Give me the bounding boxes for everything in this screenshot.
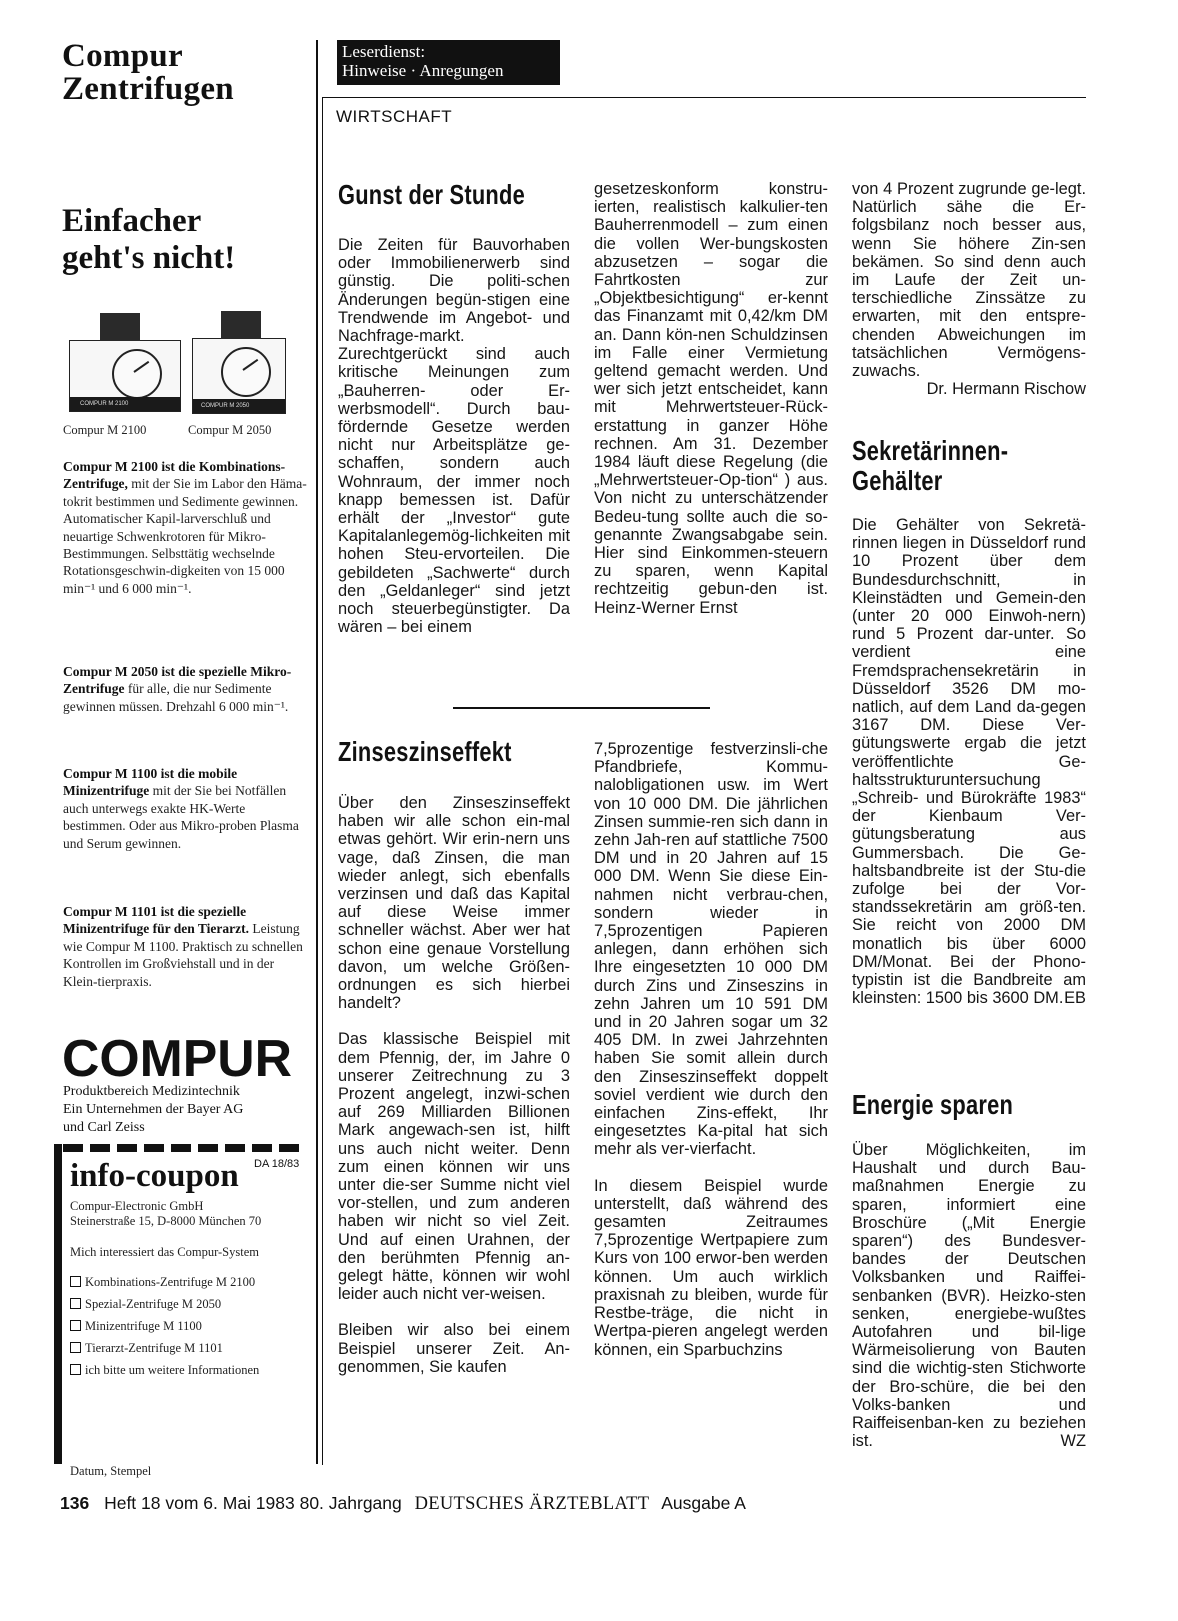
article-separator — [453, 707, 710, 709]
coupon-signature-label: Datum, Stempel — [70, 1464, 152, 1478]
ad-block-heading: Compur M 1100 ist die mobile Minizentrifuge — [63, 766, 238, 799]
ad-block-text: mit der Sie bei Notfällen auch unterwegs exakte HK-Werte bestimmen. Oder aus Mikro-proben Plasma und Serum gewinnen. — [63, 783, 299, 851]
ad-block-text: für alle, die nur Sedimente gewinnen müssen. Drehzahl 6 000 min⁻¹. — [63, 681, 289, 714]
article-title-zinseszins: Zinseszinseffekt — [338, 736, 512, 767]
page-footer — [60, 1493, 746, 1515]
ad-brand-title: Compur Zentrifugen — [62, 38, 234, 107]
coupon-left-border — [54, 1144, 62, 1464]
author-signature: Dr. Hermann Rischow — [926, 380, 1086, 399]
ad-headline: Einfacher geht's nicht! — [62, 203, 236, 276]
coupon-option-m1101[interactable]: Tierarzt-Zentrifuge M 1101 — [70, 1341, 223, 1356]
article-title-sekretaerin: Sekretärinnen- Gehälter — [852, 435, 1009, 496]
coupon-address: Compur-Electronic GmbH Steinerstraße 15, D-8000 München 70 — [70, 1199, 262, 1228]
product-image-m2050 — [192, 338, 286, 414]
header-rule — [322, 97, 1086, 98]
article-gunst-col2: gesetzeskonform konstru-ierten, realistisch kalkulier-ten Bauherrenmodell – zum einen die vollen Wer-bungskosten abzusetzen – sogar die Fahrtkosten zur „Objektbesichtigung“ er-kennt das Finanzamt mit 0,42/km DM an. Dann kön-nen Schuldzinsen im Falle einer Vermietung geltend gemacht werden. Und wer sich jetzt entscheidet, kann mit Mehrwertsteuer-Rück-erstattung in ganzer Höhe rechnen. Am 31. Dezember 1984 läuft diese Regelung (die „Mehrwertsteuer-Op-tion“ ) aus. Von nicht zu unterschätzender Bedeu-tung sollte auch die so-genannte Zwangsabgabe sein. Hier sind Einkommen-steuern zu sparen, wenn Kapital rechtzeitig gebun-den ist. Heinz-Werner Ernst — [594, 180, 828, 617]
article-zinseszins-col2: 7,5prozentige festverzinsli-che Pfandbriefe, Kommu-nalobligationen usw. im Wert von 10 000 DM. Die jährlichen Zinsen summie-ren sich dann in zehn Jah-ren auf stattliche 7500 DM und in 20 Jahren auf 15 000 DM. Wenn Sie diese Ein-nahmen nicht verbrau-chen, sondern wieder in 7,5prozentigen Papieren anlegen, dann erhöhen sich Ihre eingesetzten 10 000 DM durch Zins und Zinseszins in zehn Jahren um 10 591 DM und in 20 Jahren sogar um 32 405 DM. In zwei Jahrzehnten haben Sie somit allein durch den Zinseszinseffekt doppelt soviel verdient wie durch den einfachen Zins-effekt, Ihr eingesetztes Ka-pital hat sich mehr als ver-vierfacht. In diesem Beispiel wurde unterstellt, daß während des gesamten Zeitraumes 7,5prozentige Wertpapiere zum Kurs von 100 erwor-ben werden können. Um auch wirklich praxisnah zu bleiben, wurde für Restbe-träge, die nicht in Wertpa-pieren angelegt werden können, ein Sparbuchzins — [594, 740, 828, 1359]
coupon-option-m1100[interactable]: Minizentrifuge M 1100 — [70, 1319, 202, 1334]
checkbox[interactable] — [70, 1342, 81, 1353]
article-sekretaerin-body: Die Gehälter von Sekretä-rinnen liegen in Düsseldorf rund 10 Prozent über dem Bundesdurchschnitt, in Kleinstädten und Gemein-den (unter 20 000 Einwoh-nern) rund 5 Prozent dar-unter. So verdient eine Fremdsprachensekretärin in Düsseldorf 3526 DM mo-natlich, auf dem Land da-gegen 3167 DM. Diese Ver-gütungswerte ergab die jetzt veröffentlichte Ge-haltsstrukturuntersuchung „Schreib- und Bürokräfte 1983“ der Kienbaum Ver-gütungsberatung aus Gummersbach. Die Ge-haltsbandbreite ist der Stu-die zufolge bei der Vor-standssekretärin am größ-ten. Sie reicht von 2000 DM monatlich bis über 6000 DM/Monat. Bei der Phono-typistin ist die Bandbreite am kleinsten: 1500 bis 3600 DM. EB — [852, 516, 1086, 1008]
compur-logo — [62, 1034, 294, 1080]
ad-block-text: mit der Sie im Labor den Häma-tokrit bestimmen und Sedimente gewinnen. Automatischer Kapil-larverschluß und neuartige Schwenkrotoren für Mikro-Bestimmungen. Selbsttätig wechselnde Rotationsgeschwin-digkeiten von 15 000 min⁻¹ und 6 000 min⁻¹. — [63, 476, 307, 596]
checkbox[interactable] — [70, 1276, 81, 1287]
author-signature: EB — [1064, 989, 1086, 1008]
coupon-option-m2050[interactable]: Spezial-Zentrifuge M 2050 — [70, 1297, 221, 1312]
device-label-m2100: COMPUR M 2100 — [70, 397, 180, 411]
article-energie-body: Über Möglichkeiten, im Haushalt und durch Bau-maßnahmen Energie zu sparen, informiert eine Broschüre („Mit Energie sparen“) des Bundesver-bandes der Deutschen Volksbanken und Raiffei-senbanken (BVR). Heizko-sten senken, energiebe-wußtes Autofahren und bil-lige Wärmeisolierung von Bauten sind die wichtig-sten Stichworte der Bro-schüre, die bei den Volks-banken und Raiffeisenban-ken zu beziehen ist. WZ — [852, 1141, 1086, 1451]
coupon-intro: Mich interessiert das Compur-System — [70, 1245, 259, 1259]
section-label: WIRTSCHAFT — [336, 107, 453, 126]
svg-text:COMPUR: COMPUR — [62, 1034, 292, 1080]
article-title-gunst: Gunst der Stunde — [338, 179, 525, 210]
coupon-top-border — [63, 1144, 303, 1152]
caption-m2100: Compur M 2100 — [63, 423, 147, 437]
article-gunst-col1: Die Zeiten für Bauvorhaben oder Immobilienerwerb sind günstig. Die politi-schen Änderungen begün-stigen eine Trendwende im Angebot- und Nachfrage-markt. Zurechtgerückt sind auch kritische Meinungen zum „Bauherren- oder Er-werbsmodell“. Durch bau-fördernde Gesetze werden nicht nur Arbeitsplätze ge-schaffen, sondern auch Wohnraum, der immer noch knapp bemessen ist. Dafür erhält der „Investor“ gute Kapitalanlegemög-lichkeiten mit hohen Steu-ervorteilen. Die gebildeten „Sachwerte“ durch den „Geldanleger“ sind jetzt noch steuerbegünstigter. Da wären – bei einem — [338, 236, 570, 637]
product-image-m2100 — [69, 340, 181, 412]
ad-block-heading: Compur M 2100 ist die Kombinations-Zentrifuge, — [63, 459, 286, 492]
ad-block-heading: Compur M 1101 ist die spezielle Minizentrifuge für den Tierarzt. — [63, 904, 249, 937]
article-gunst-col3: von 4 Prozent zugrunde ge-legt. Natürlich sähe die Er-folgsbilanz noch besser aus, wenn Sie höhere Zin-sen bekämen. So sind denn auch im Laufe der Zeit un-terschiedliche Zinssätze zu erwarten, mit den entspre-chenden Abweichungen im tatsächlichen Vermögens-zuwachs. Dr. Hermann Rischow — [852, 180, 1086, 399]
publication-name: DEUTSCHES ÄRZTEBLATT — [414, 1494, 650, 1514]
ad-block-text: Leistung wie Compur M 1100. Praktisch zu schnellen Kontrollen im Großviehstall und in der Klein-tierpraxis. — [63, 921, 303, 989]
checkbox[interactable] — [70, 1364, 81, 1375]
ad-block-m1101 — [63, 903, 308, 990]
coupon-option-info[interactable]: ich bitte um weitere Informationen — [70, 1363, 259, 1378]
ad-block-m1100 — [63, 765, 308, 852]
coupon-title: info-coupon — [70, 1158, 239, 1194]
checkbox[interactable] — [70, 1320, 81, 1331]
device-label-m2050: COMPUR M 2050 — [193, 399, 285, 413]
ad-border-line — [316, 40, 318, 1464]
issue-info: Heft 18 vom 6. Mai 1983 80. Jahrgang — [104, 1493, 402, 1513]
article-title-energie: Energie sparen — [852, 1089, 1014, 1120]
caption-m2050: Compur M 2050 — [188, 423, 272, 437]
column-left-rule — [322, 97, 323, 1465]
ad-block-m2100 — [63, 458, 308, 597]
checkbox[interactable] — [70, 1298, 81, 1309]
page-number: 136 — [60, 1493, 90, 1513]
ad-company-text: Produktbereich Medizintechnik Ein Unternehmen der Bayer AG und Carl Zeiss — [63, 1084, 244, 1135]
article-zinseszins-col1: Über den Zinseszinseffekt haben wir alle schon ein-mal etwas gehört. Wir erin-nern uns vage, daß Zinsen, die man wieder anlegt, sich ebenfalls verzinsen und daß das Kapital auf diese Weise immer schneller wächst. Aber wer hat schon eine genaue Vorstellung davon, um welche Größen-ordnungen es sich hierbei handelt? Das klassische Beispiel mit dem Pfennig, der, im Jahre 0 unserer Zeitrechnung zu 3 Prozent angelegt, inzwi-schen auf 269 Milliarden Billionen Mark angewach-sen ist, hilft uns auch nicht weiter. Denn zum einen können wir uns unter die-ser Summe nicht viel vor-stellen, und zum anderen haben wir nicht so viel Zeit. Und auf einen Urahnen, der den berühmten Pfennig an-gelegt hätte, können wir wohl leider auch nicht ver-weisen. Bleiben wir also bei einem Beispiel unserer Zeit. An-genommen, Sie kaufen — [338, 794, 570, 1376]
reader-service-box: Leserdienst: Hinweise · Anregungen — [337, 40, 560, 85]
author-signature: WZ — [1060, 1432, 1086, 1451]
ad-block-heading: Compur M 2050 ist die spezielle Mikro-Zentrifuge — [63, 664, 292, 697]
edition-label: Ausgabe A — [661, 1493, 746, 1513]
coupon-code: DA 18/83 — [254, 1158, 300, 1170]
coupon-option-m2100[interactable]: Kombinations-Zentrifuge M 2100 — [70, 1275, 255, 1290]
ad-block-m2050 — [63, 663, 308, 715]
